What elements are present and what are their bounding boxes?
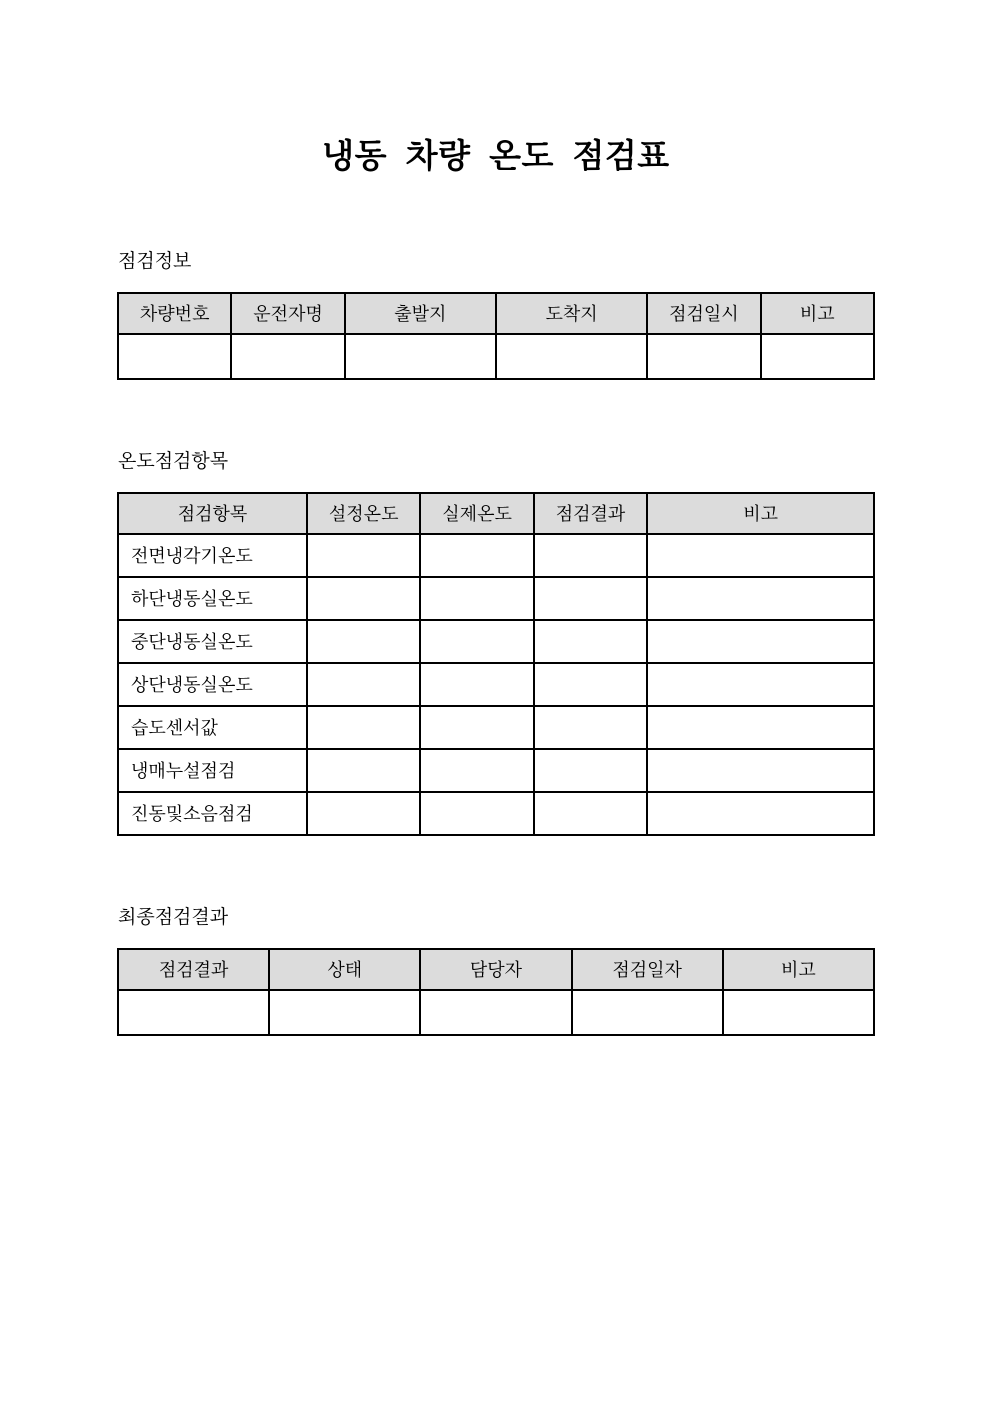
column-header-manager: 담당자	[420, 949, 571, 990]
cell-set-temp	[307, 577, 420, 620]
cell-actual-temp	[420, 534, 533, 577]
column-header-status: 상태	[269, 949, 420, 990]
column-header-inspection-datetime: 점검일시	[647, 293, 760, 334]
cell-item-name: 습도센서값	[118, 706, 307, 749]
column-header-departure: 출발지	[345, 293, 496, 334]
cell-remarks	[647, 706, 874, 749]
table-row	[118, 792, 874, 835]
cell-remarks	[647, 663, 874, 706]
table-header-row	[118, 293, 874, 334]
cell-remarks	[647, 749, 874, 792]
column-header-vehicle-number: 차량번호	[118, 293, 231, 334]
table-row	[118, 749, 874, 792]
cell-remarks	[761, 334, 874, 379]
table-row	[118, 577, 874, 620]
cell-item-name: 하단냉동실온도	[118, 577, 307, 620]
cell-arrival	[496, 334, 647, 379]
cell-result	[534, 749, 647, 792]
column-header-inspection-date: 점검일자	[572, 949, 723, 990]
cell-result	[534, 706, 647, 749]
temperature-check-table	[117, 492, 875, 836]
table-header-row	[118, 493, 874, 534]
cell-remarks	[647, 534, 874, 577]
cell-item-name: 냉매누설점검	[118, 749, 307, 792]
cell-set-temp	[307, 534, 420, 577]
cell-item-name: 진동및소음점검	[118, 792, 307, 835]
column-header-arrival: 도착지	[496, 293, 647, 334]
table-row	[118, 663, 874, 706]
cell-item-name: 상단냉동실온도	[118, 663, 307, 706]
cell-actual-temp	[420, 620, 533, 663]
column-header-actual-temp: 실제온도	[420, 493, 533, 534]
cell-manager	[420, 990, 571, 1035]
column-header-remarks: 비고	[723, 949, 874, 990]
cell-set-temp	[307, 620, 420, 663]
cell-set-temp	[307, 749, 420, 792]
table-row	[118, 620, 874, 663]
cell-result	[534, 620, 647, 663]
cell-set-temp	[307, 706, 420, 749]
cell-set-temp	[307, 792, 420, 835]
column-header-set-temp: 설정온도	[307, 493, 420, 534]
section-final-result	[117, 907, 875, 1036]
column-header-driver-name: 운전자명	[231, 293, 344, 334]
temperature-check-label: 온도점검항목	[118, 450, 229, 472]
section-inspection-info	[117, 251, 875, 380]
inspection-info-label: 점검정보	[118, 250, 192, 272]
cell-remarks	[647, 577, 874, 620]
cell-vehicle-number	[118, 334, 231, 379]
cell-driver-name	[231, 334, 344, 379]
cell-result	[534, 663, 647, 706]
cell-item-name: 중단냉동실온도	[118, 620, 307, 663]
final-result-label: 최종점검결과	[118, 906, 229, 928]
document-title: 냉동 차량 온도 점검표	[322, 137, 670, 174]
cell-status	[269, 990, 420, 1035]
table-row	[118, 990, 874, 1035]
cell-remarks	[647, 792, 874, 835]
table-row	[118, 534, 874, 577]
table-row	[118, 706, 874, 749]
cell-item-name: 전면냉각기온도	[118, 534, 307, 577]
cell-result	[534, 534, 647, 577]
cell-remarks	[723, 990, 874, 1035]
cell-actual-temp	[420, 706, 533, 749]
inspection-info-table	[117, 292, 875, 380]
column-header-check-item: 점검항목	[118, 493, 307, 534]
cell-result	[534, 577, 647, 620]
cell-actual-temp	[420, 749, 533, 792]
cell-result	[118, 990, 269, 1035]
cell-actual-temp	[420, 792, 533, 835]
cell-result	[534, 792, 647, 835]
column-header-check-result: 점검결과	[118, 949, 269, 990]
column-header-remarks: 비고	[647, 493, 874, 534]
final-result-table	[117, 948, 875, 1036]
column-header-check-result: 점검결과	[534, 493, 647, 534]
cell-inspection-datetime	[647, 334, 760, 379]
table-row	[118, 334, 874, 379]
cell-set-temp	[307, 663, 420, 706]
cell-actual-temp	[420, 663, 533, 706]
cell-inspection-date	[572, 990, 723, 1035]
section-temperature-check	[117, 451, 875, 836]
column-header-remarks: 비고	[761, 293, 874, 334]
cell-departure	[345, 334, 496, 379]
cell-actual-temp	[420, 577, 533, 620]
table-header-row	[118, 949, 874, 990]
cell-remarks	[647, 620, 874, 663]
